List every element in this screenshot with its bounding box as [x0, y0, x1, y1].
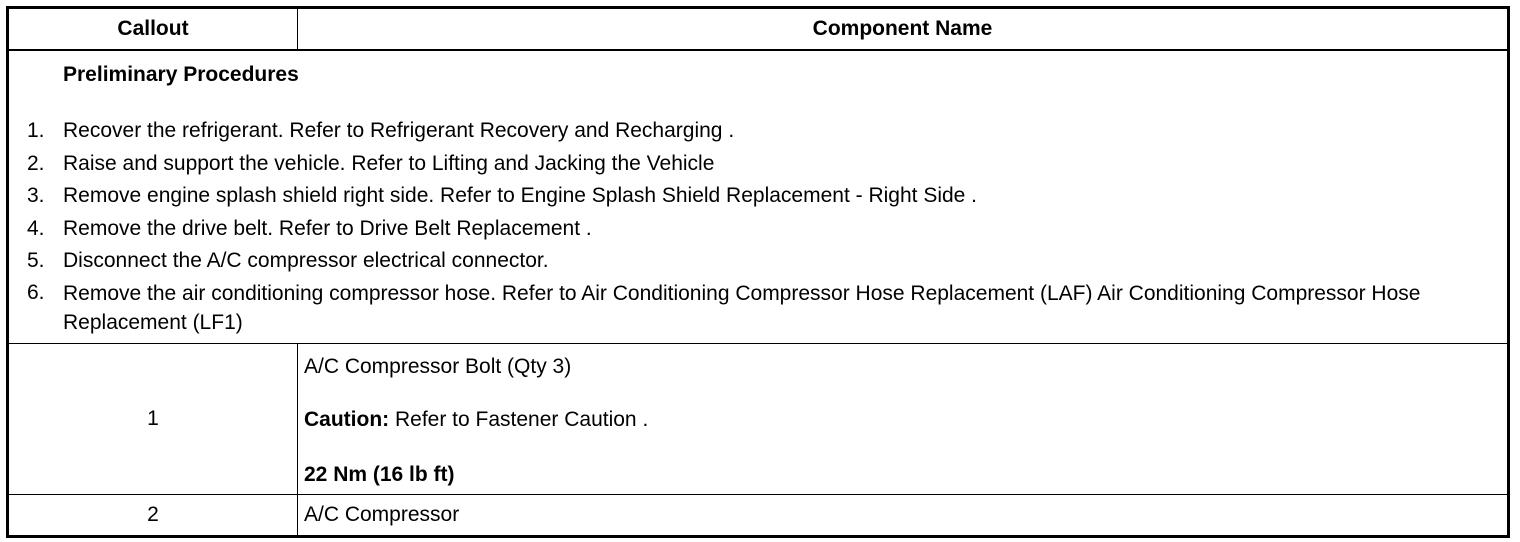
step-number: 5. [27, 249, 45, 272]
procedure-step [9, 213, 1507, 246]
preliminary-procedures-cell [9, 50, 1508, 344]
callout-number: 1 [9, 344, 298, 495]
caution-text: Refer to Fastener Caution . [389, 408, 649, 431]
component-cell [298, 344, 1508, 495]
torque-spec: 22 Nm (16 lb ft) [304, 463, 455, 486]
procedure-step [9, 180, 1507, 213]
procedure-step [9, 115, 1507, 148]
caution-label: Caution: [304, 408, 390, 431]
step-text: Raise and support the vehicle. Refer to Lifting and Jacking the Vehicle [63, 151, 715, 175]
step-text: Remove engine splash shield right side. Refer to Engine Splash Shield Replacement - Right Side . [63, 184, 978, 207]
step-number: 3. [27, 184, 45, 207]
step-text: Remove the air conditioning compressor hose. Refer to Air Conditioning Compressor Hose Replacement (LAF) Air Conditioning Compressor Hose Replacement (LF1) [63, 281, 1421, 334]
component-table [8, 8, 1508, 536]
component-name: A/C Compressor [298, 495, 1508, 536]
step-number: 1. [27, 119, 45, 142]
table-header-row [9, 9, 1508, 51]
step-text: Disconnect the A/C compressor electrical connector. [63, 249, 549, 272]
preliminary-procedures-row [9, 50, 1508, 344]
callout-number: 2 [9, 495, 298, 536]
procedure-steps-list [9, 115, 1507, 337]
header-callout: Callout [9, 9, 298, 51]
preliminary-procedures-title: Preliminary Procedures [63, 63, 299, 86]
component-name: A/C Compressor Bolt (Qty 3) [304, 355, 572, 378]
procedure-step [9, 278, 1507, 337]
procedure-step [9, 148, 1507, 181]
step-text: Remove the drive belt. Refer to Drive Belt Replacement . [63, 216, 592, 240]
step-text: Recover the refrigerant. Refer to Refrigerant Recovery and Recharging . [63, 119, 735, 142]
table-row [9, 344, 1508, 495]
procedure-step [9, 245, 1507, 278]
step-number: 6. [27, 280, 45, 304]
component-table-frame [6, 6, 1510, 538]
step-number: 4. [27, 216, 45, 240]
caution-note [304, 408, 648, 432]
table-row [9, 495, 1508, 536]
header-component-name: Component Name [298, 9, 1508, 51]
step-number: 2. [27, 151, 45, 175]
